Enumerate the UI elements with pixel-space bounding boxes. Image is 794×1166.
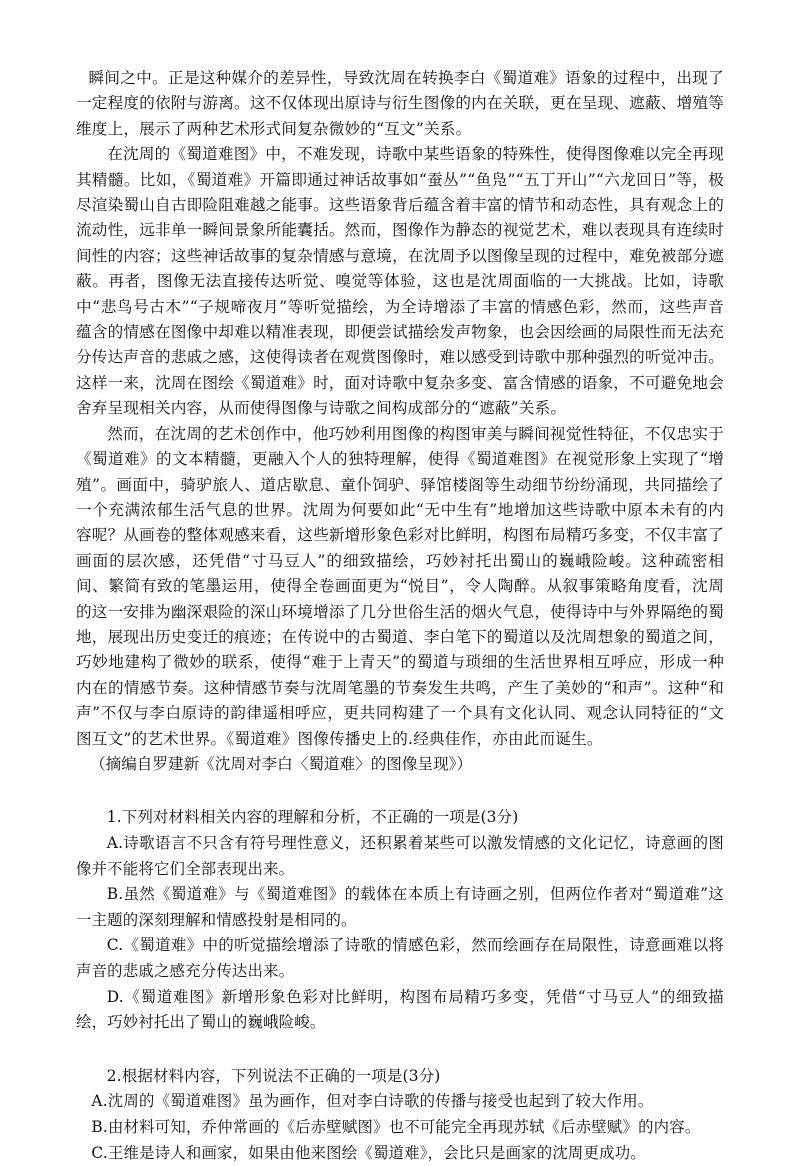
question-2-option-a[interactable]: A.沈周的《蜀道难图》虽为画作，但对李白诗歌的传播与接受也起到了较大作用。 <box>76 1089 724 1115</box>
question-1-option-b[interactable]: B.虽然《蜀道难》与《蜀道难图》的载体在本质上有诗画之别，但两位作者对“蜀道难”这一主题的深刻理解和情感投射是相同的。 <box>76 882 724 933</box>
question-1 <box>76 805 724 1035</box>
question-1-stem: 1.下列对材料相关内容的理解和分析，不正确的一项是(3分) <box>76 805 724 831</box>
document-page <box>76 66 724 1166</box>
question-1-option-a[interactable]: A.诗歌语言不只含有符号理性意义，还积累着某些可以激发情感的文化记忆，诗意画的图像并不能将它们全部表现出来。 <box>76 831 724 882</box>
question-2 <box>76 1064 724 1166</box>
question-1-option-c[interactable]: C.《蜀道难》中的听觉描绘增添了诗歌的情感色彩，然而绘画存在局限性，诗意画难以将声音的悲戚之感充分传达出来。 <box>76 933 724 984</box>
question-2-option-b[interactable]: B.由材料可知，乔仲常画的《后赤壁赋图》也不可能完全再现苏轼《后赤壁赋》的内容。 <box>76 1115 724 1141</box>
question-1-option-d[interactable]: D.《蜀道难图》新增形象色彩对比鲜明，构图布局精巧多变，凭借“寸马豆人”的细致描绘，巧妙衬托出了蜀山的巍峨险峻。 <box>76 985 724 1036</box>
passage-paragraph-2: 在沈周的《蜀道难图》中，不难发现，诗歌中某些语象的特殊性，使得图像难以完全再现其精髓。比如，《蜀道难》开篇即通过神话故事如“蚕丛”“鱼凫”“五丁开山”“六龙回日”等，极尽渲染蜀山自古即险阻难越之能事。这些语象背后蕴含着丰富的情节和动态性，具有观念上的流动性，远非单一瞬间景象所能囊括。然而，图像作为静态的视觉艺术，难以表现具有连续时间性的内容；这些神话故事的复杂情感与意境，在沈周予以图像呈现的过程中，难免被部分遮蔽。再者，图像无法直接传达听觉、嗅觉等体验，这也是沈周面临的一大挑战。比如，诗歌中“悲鸟号古木”“子规啼夜月”等听觉描绘，为全诗增添了丰富的情感色彩，然而，这些声音蕴含的情感在图像中却难以精准表现，即便尝试描绘发声物象，也会因绘画的局限性而无法充分传达声音的悲戚之感，这使得读者在观赏图像时，难以感受到诗歌中那种强烈的听觉冲击。这样一来，沈周在图绘《蜀道难》时，面对诗歌中复杂多变、富含情感的语象，不可避免地会舍弃呈现相关内容，从而使得图像与诗歌之间构成部分的“遮蔽”关系。 <box>76 142 724 421</box>
question-2-stem: 2.根据材料内容，下列说法不正确的一项是(3分) <box>76 1064 724 1090</box>
passage-source: （摘编自罗建新《沈周对李白〈蜀道难〉的图像呈现》） <box>76 752 724 777</box>
passage-paragraph-3: 然而，在沈周的艺术创作中，他巧妙利用图像的构图审美与瞬间视觉性特征，不仅忠实于《蜀道难》的文本精髓，更融入个人的独特理解，使得《蜀道难图》在视觉形象上实现了“增殖”。画面中，骑驴旅人、道店歇息、童仆饲驴、驿馆楼阁等生动细节纷纷涌现，共同描绘了一个充满浓郁生活气息的世界。沈周为何要如此“无中生有”地增加这些诗歌中原本未有的内容呢？从画卷的整体观感来看，这些新增形象色彩对比鲜明，构图布局精巧多变，不仅丰富了画面的层次感，还凭借“寸马豆人”的细致描绘，巧妙衬托出蜀山的巍峨险峻。这种疏密相间、繁简有致的笔墨运用，使得全卷画面更为“悦目”，令人陶醉。从叙事策略角度看，沈周的这一安排为幽深艰险的深山环境增添了几分世俗生活的烟火气息，使得诗中与外界隔绝的蜀地，展现出历史变迁的痕迹；在传说中的古蜀道、李白笔下的蜀道以及沈周想象的蜀道之间，巧妙地建构了微妙的联系，使得“难于上青天”的蜀道与琐细的生活世界相互呼应，形成一种内在的情感节奏。这种情感节奏与沈周笔墨的节奏发生共鸣，产生了美妙的“和声”。这种“和声”不仅与李白原诗的韵律遥相呼应，更共同构建了一个具有文化认同、观念认同特征的“文图互文”的艺术世界。《蜀道难》图像传播史上的.经典佳作，亦由此而诞生。 <box>76 422 724 752</box>
question-2-option-c[interactable]: C.王维是诗人和画家，如果由他来图绘《蜀道难》，会比只是画家的沈周更成功。 <box>76 1141 724 1166</box>
passage-paragraph-1: 瞬间之中。正是这种媒介的差异性，导致沈周在转换李白《蜀道难》语象的过程中，出现了一定程度的依附与游离。这不仅体现出原诗与衍生图像的内在关联，更在呈现、遮蔽、增殖等维度上，展示了两种艺术形式间复杂微妙的“互文”关系。 <box>76 66 724 142</box>
